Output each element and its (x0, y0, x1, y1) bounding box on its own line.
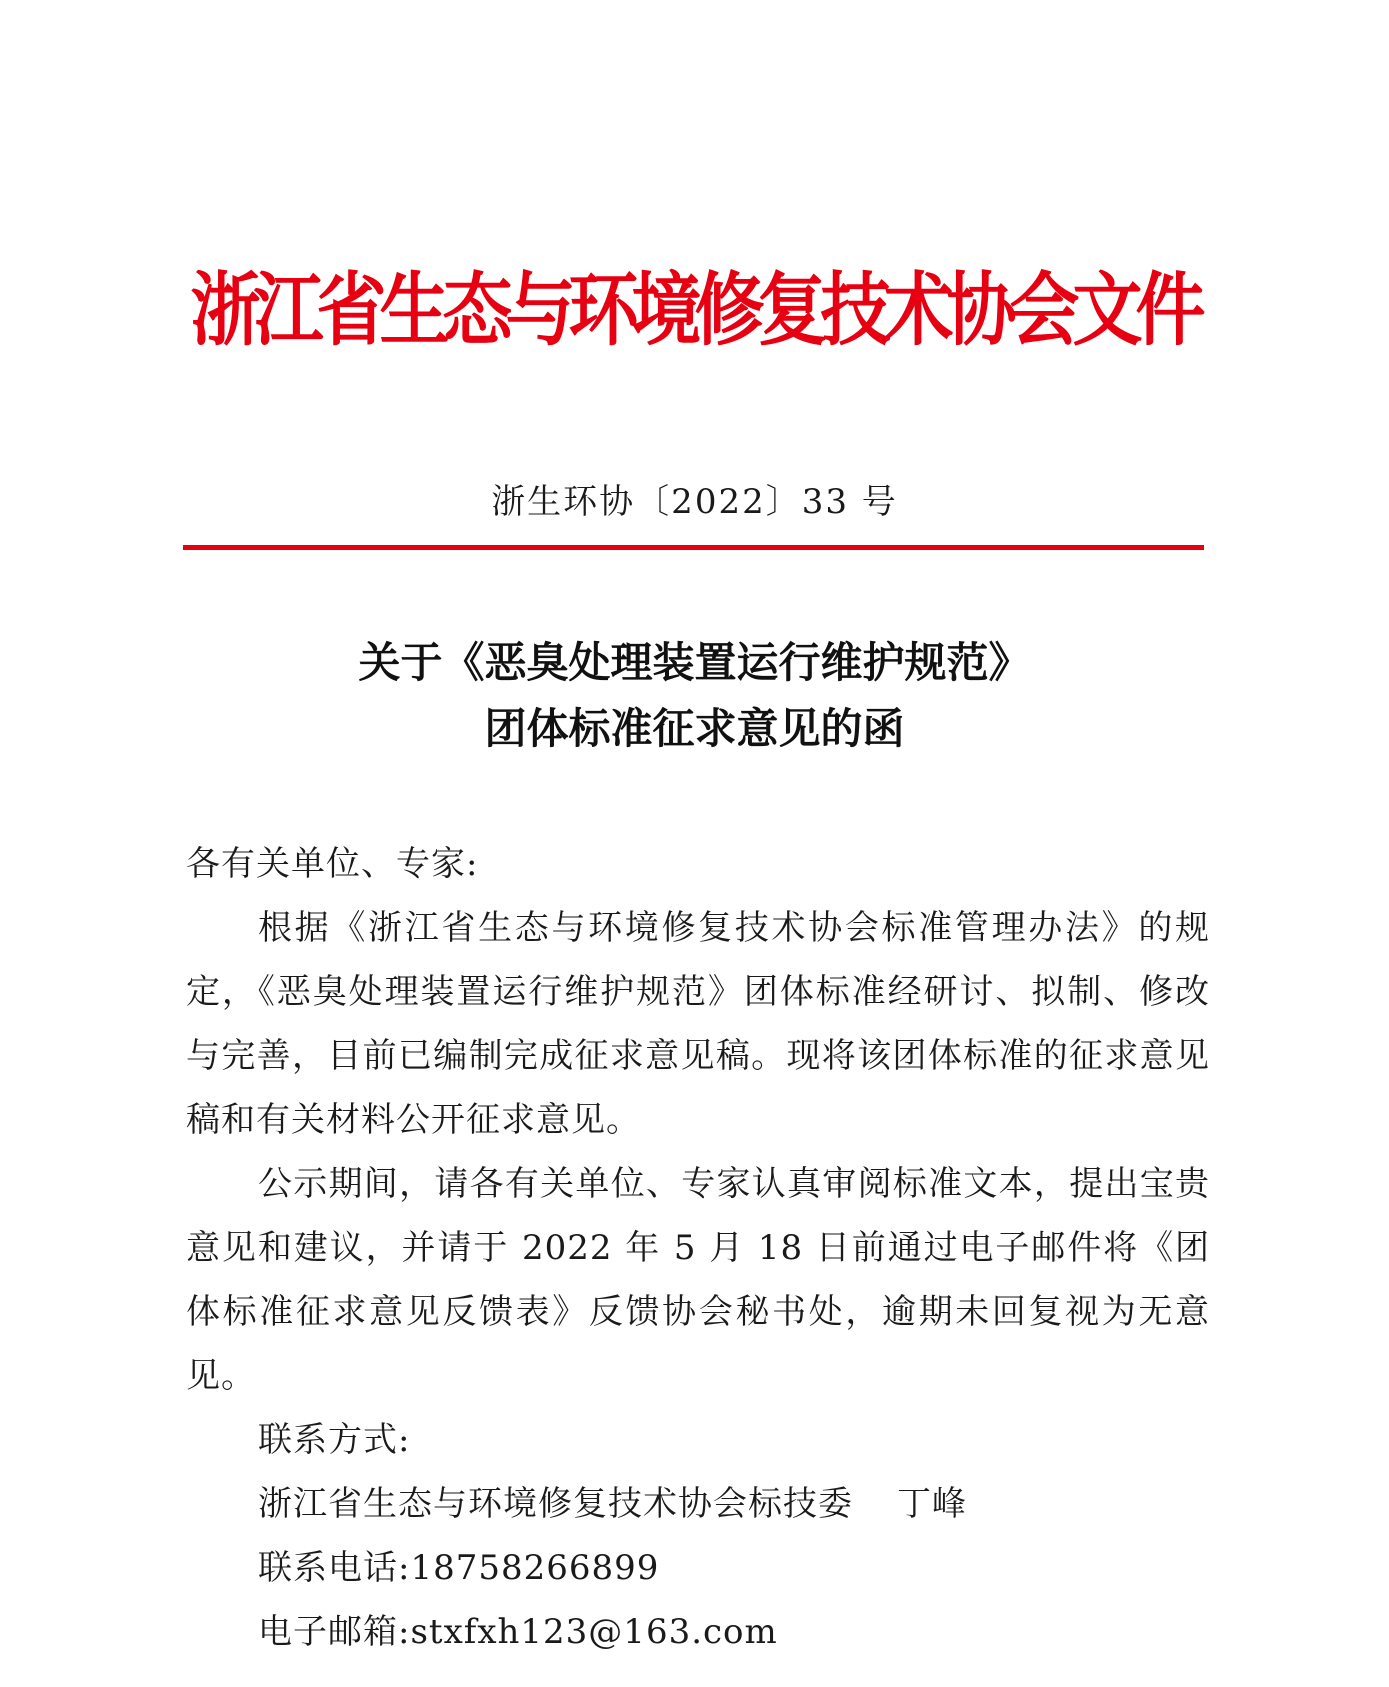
letter-body (186, 832, 1210, 1664)
letter-title-line-1: 关于《恶臭处理装置运行维护规范》 (358, 638, 1031, 687)
contact-org-line (186, 1472, 1210, 1536)
contact-person: 丁峰 (897, 1484, 967, 1524)
email-label: 电子邮箱: (258, 1612, 411, 1652)
org-header-title: 浙江省生态与环境修复技术协会文件 (190, 263, 1199, 357)
letter-title (0, 630, 1389, 762)
contact-heading: 联系方式: (258, 1420, 411, 1460)
contact-org: 浙江省生态与环境修复技术协会标技委 (258, 1484, 853, 1524)
document-number: 浙生环协〔2022〕33 号 (491, 482, 898, 522)
phone-label: 联系电话: (258, 1548, 411, 1588)
paragraph-1: 根据《浙江省生态与环境修复技术协会标准管理办法》的规定，《恶臭处理装置运行维护规范》团体标准经研讨、拟制、修改与完善，目前已编制完成征求意见稿。现将该团体标准的征求意见稿和有关材料公开征求意见。 (186, 908, 1210, 1140)
email-address: stxfxh123@163.com (410, 1612, 778, 1652)
paragraph-2: 公示期间，请各有关单位、专家认真审阅标准文本，提出宝贵意见和建议，并请于 2022 年 5 月 18 日前通过电子邮件将《团体标准征求意见反馈表》反馈协会秘书处，逾期未回复视为无意见。 (186, 1164, 1210, 1396)
letter-title-line-2: 团体标准征求意见的函 (484, 704, 905, 753)
salutation: 各有关单位、专家: (186, 844, 479, 884)
contact-phone-line (186, 1536, 1210, 1600)
red-divider (183, 545, 1204, 550)
phone-number: 18758266899 (410, 1548, 660, 1588)
contact-email-line (186, 1600, 1210, 1664)
